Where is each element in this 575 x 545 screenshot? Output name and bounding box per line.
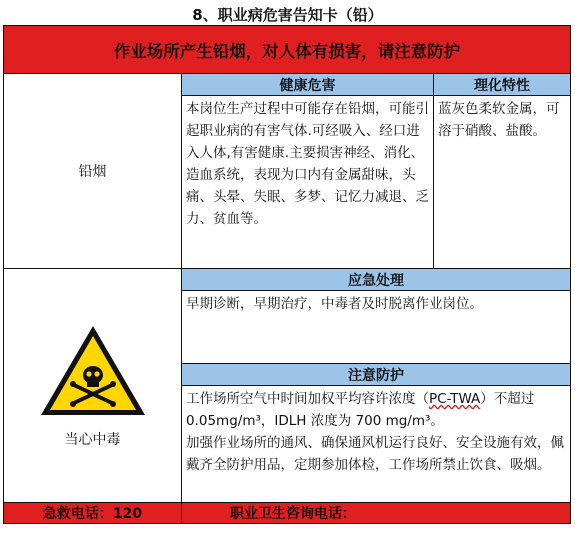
health-hazard-heading: 健康危害 — [182, 74, 434, 96]
notice-card-table — [3, 25, 571, 524]
warning-sign-label: 当心中毒 — [64, 431, 121, 448]
emergency-text: 早期诊断，早期治疗，中毒者及时脱离作业岗位。 — [182, 291, 571, 364]
protection-measures: 加强作业场所的通风、确保通风机运行良好、安全设施有效，佩戴齐全防护用品，定期参加体检，工作场所禁止饮食、吸烟。 — [186, 435, 564, 473]
protection-heading: 注意防护 — [182, 364, 571, 386]
skull-crossbones-triangle-icon — [38, 323, 148, 419]
emergency-heading: 应急处理 — [182, 269, 571, 291]
protection-limit-post: ）不超过 0.05mg/m³，IDLH 浓度为 700 mg/m³。 — [186, 391, 535, 429]
properties-heading: 理化特性 — [434, 74, 571, 96]
protection-text — [182, 386, 571, 503]
warning-sign-cell — [4, 269, 182, 503]
protection-limit-pre: 工作场所空气中时间加权平均容许浓度（ — [186, 391, 429, 407]
protection-limit-term: PC-TWA — [429, 391, 481, 407]
health-hazard-text: 本岗位生产过程中可能存在铅烟，可能引起职业病的有害气体.可经吸入、经口进入人体,有害健康.主要损害神经、消化、造血系统，表现为口内有金属甜味，头痛、头晕、失眠、多梦、记忆力减退、乏力、贫血等。 — [182, 96, 434, 269]
warning-banner: 作业场所产生铅烟，对人体有损害，请注意防护 — [4, 26, 571, 74]
emergency-phone: 急救电话：120 — [4, 503, 182, 524]
properties-text: 蓝灰色柔软金属，可溶于硝酸、盐酸。 — [434, 96, 571, 269]
card-title: 8、职业病危害告知卡（铅） — [192, 6, 383, 24]
consult-phone: 职业卫生咨询电话： — [182, 503, 571, 524]
hazard-name: 铅烟 — [4, 74, 182, 269]
